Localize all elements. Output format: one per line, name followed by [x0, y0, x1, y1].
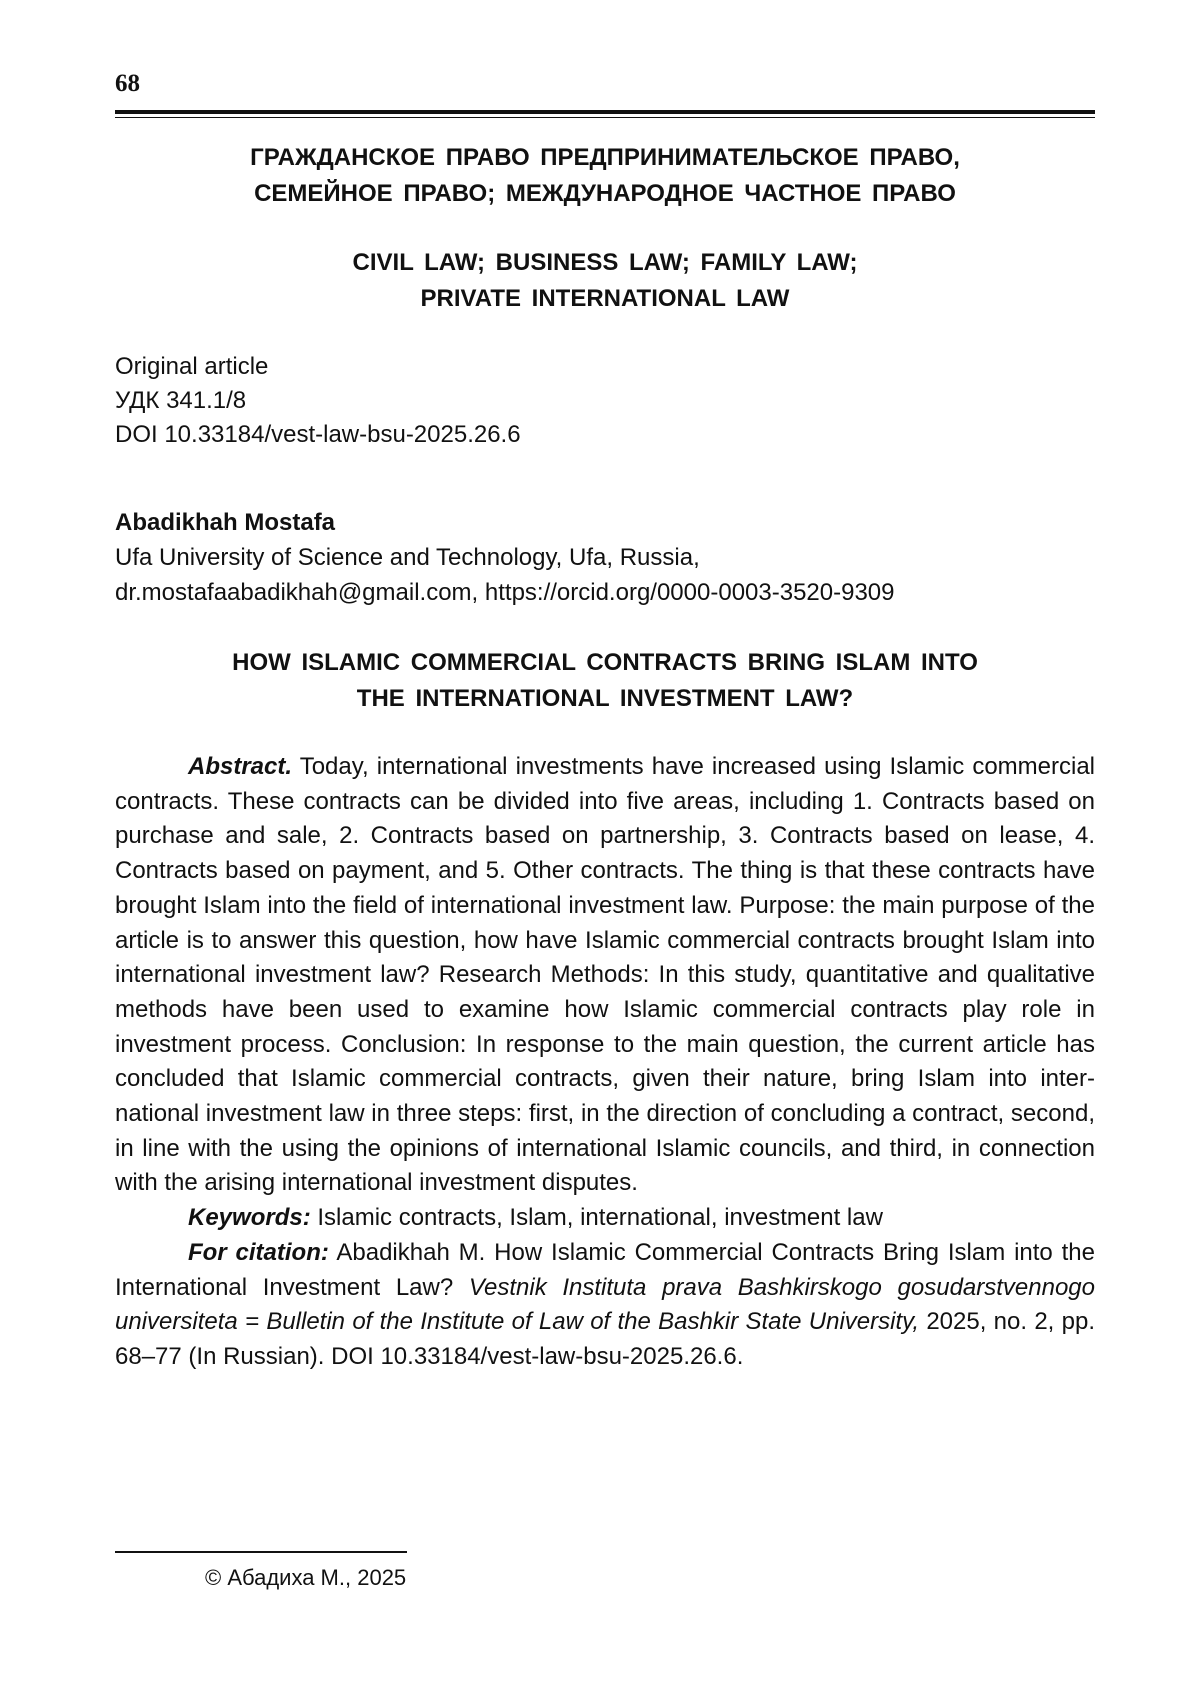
- citation-details: 2025, no. 2, pp. 68–77 (In Russian). DOI 10.33184/vest-law-bsu-2025.26.6.: [115, 1308, 1095, 1370]
- keywords-text: Islamic contracts, Islam, international, investment law: [310, 1204, 883, 1232]
- author-contact: dr.mostafaabadikhah@gmail.com, https://orcid.org/0000-0003-3520-9309: [115, 579, 895, 606]
- section-heading-ru-line1: ГРАЖДАНСКОЕ ПРАВО ПРЕДПРИНИМАТЕЛЬСКОЕ ПРАВО,: [250, 144, 960, 171]
- section-heading-en: [115, 245, 1095, 317]
- article-title-line2: THE INTERNATIONAL INVESTMENT LAW?: [356, 685, 854, 712]
- article-meta: [115, 350, 521, 452]
- abstract-paragraph: [115, 750, 1095, 1201]
- article-type: Original article: [115, 353, 269, 380]
- article-body: [115, 750, 1095, 1375]
- keywords-label: Keywords:: [188, 1204, 311, 1232]
- citation-journal: Vestnik Instituta prava Bashkirskogo gosudarstvennogo universiteta = Bulletin of the Institute of Law of the Bashkir State University,: [115, 1273, 1096, 1336]
- section-heading-ru: [115, 140, 1095, 212]
- author-block: [115, 505, 895, 610]
- keywords-paragraph: [115, 1201, 1095, 1236]
- section-heading-en-line2: PRIVATE INTERNATIONAL LAW: [420, 285, 790, 312]
- doi: DOI 10.33184/vest-law-bsu-2025.26.6: [115, 421, 521, 448]
- citation-label: For citation:: [188, 1238, 329, 1266]
- section-heading-en-line1: CIVIL LAW; BUSINESS LAW; FAMILY LAW;: [352, 249, 858, 276]
- citation-text: Abadikhah M. How Islamic Commercial Contracts Bring Islam into the International Investment Law?: [115, 1238, 1095, 1301]
- article-title-line1: HOW ISLAMIC COMMERCIAL CONTRACTS BRING ISLAM INTO: [232, 649, 978, 676]
- author-affiliation: Ufa University of Science and Technology, Ufa, Russia,: [115, 544, 700, 571]
- footnote-rule: [115, 1551, 407, 1553]
- abstract-text: Today, international investments have increased using Islamic commercial contracts. These contracts can be divided into five areas, including 1. Contracts based on purchase and sale, 2. Contracts based on partnership, 3. Contracts based on lease, 4. Contracts based on payment, and 5. Other contracts. The thing is that these contracts have brought Islam into the field of international investment law. Purpose: the main purpose of the article is to answer this question, how have Islamic commercial contracts brought Islam into international investment law? Research Methods: In this study, quantitative and qualitative methods have been used to examine how Islamic commercial contracts play role in investment process. Conclusion: In response to the main question, the current article has concluded that Islamic commercial contracts, given their nature, bring Islam into international investment law in three steps: first, in the direction of concluding a contract, second, in line with the using the opinions of international Islamic councils, and third, in connection with the arising international investment disputes.: [115, 753, 1095, 1197]
- article-title: [115, 645, 1095, 717]
- header-rule-thin: [115, 117, 1095, 118]
- author-name: Abadikhah Mostafa: [115, 509, 336, 536]
- page-number: 68: [115, 70, 140, 97]
- section-heading-ru-line2: СЕМЕЙНОЕ ПРАВО; МЕЖДУНАРОДНОЕ ЧАСТНОЕ ПРАВО: [254, 180, 956, 207]
- udk-code: УДК 341.1/8: [115, 387, 247, 414]
- abstract-label: Abstract.: [188, 753, 293, 780]
- citation-paragraph: [115, 1236, 1095, 1375]
- copyright-note: © Абадиха М., 2025: [205, 1565, 407, 1590]
- header-rule-thick: [115, 110, 1095, 114]
